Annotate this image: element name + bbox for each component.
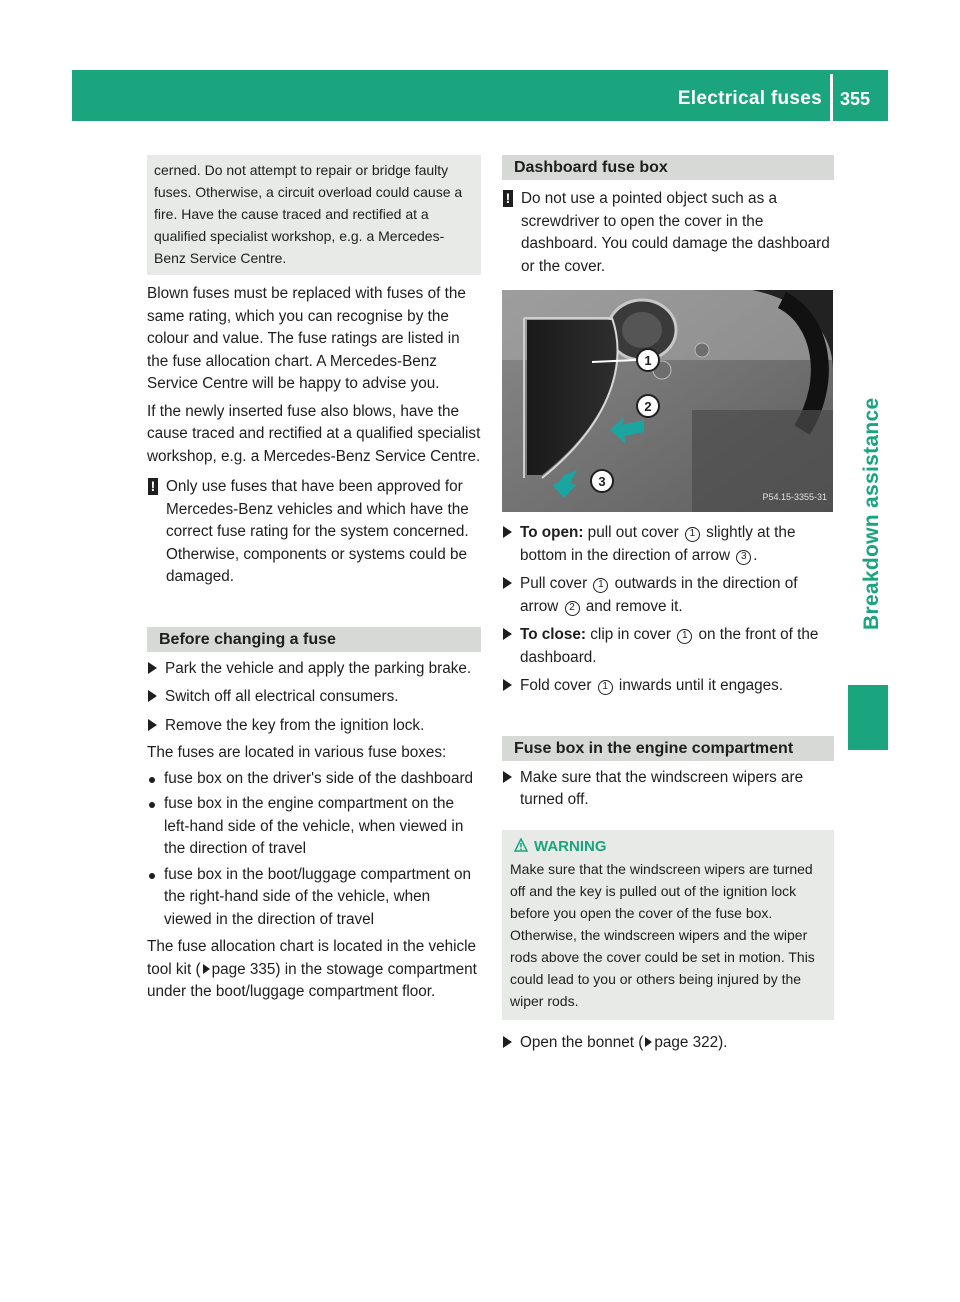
step-arrow-icon — [503, 771, 512, 783]
continued-notice-box: cerned. Do not attempt to repair or bridge faulty fuses. Otherwise, a circuit overload could cause a fire. Have the cause traced and rectified at a qualified specialist workshop, e.g. a Mercedes-Benz Service Centre. — [147, 155, 481, 275]
callout-number: 1 — [598, 680, 613, 695]
page-reference-link[interactable]: page 335 — [211, 960, 276, 978]
paragraph: If the newly inserted fuse also blows, have the cause traced and rectified at a qualified specialist workshop, e.g. a Mercedes-Benz Service Centre. — [147, 402, 481, 465]
warning-heading: WARNING — [510, 836, 826, 858]
warning-text: Make sure that the windscreen wipers are turned off and the key is pulled out of the ignition lock before you open the cover of the fuse box. Otherwise, the windscreen wipers and the wiper rods above the cover could be set in motion. This could lead to you or others being injured by the wiper rods. — [510, 860, 815, 1009]
chapter-tab-marker — [848, 685, 888, 750]
bullet-icon — [149, 777, 155, 783]
step-arrow-icon — [148, 662, 157, 674]
header-divider — [830, 74, 833, 121]
callout-number: 1 — [593, 578, 608, 593]
notice — [147, 476, 481, 589]
callout-3: 3 — [598, 474, 606, 489]
instruction-step: Remove the key from the ignition lock. — [147, 715, 481, 738]
instruction-step: To open: pull out cover 1 slightly at the bottom in the direction of arrow 3 . — [502, 522, 834, 567]
callout-1: 1 — [644, 353, 652, 368]
notice — [502, 188, 834, 278]
section-heading: Fuse box in the engine compartment — [502, 736, 834, 761]
exclamation-icon: ! — [503, 190, 513, 207]
image-reference-code: P54.15-3355-31 — [762, 491, 827, 502]
bullet-icon — [149, 802, 155, 808]
step-arrow-icon — [503, 577, 512, 589]
step-arrow-icon — [503, 1036, 512, 1048]
instruction-step: Park the vehicle and apply the parking brake. — [147, 658, 481, 681]
list-item: fuse box in the boot/luggage compartment on the right-hand side of the vehicle, when viewed in the direction of travel — [147, 864, 481, 932]
instruction-step: Make sure that the windscreen wipers are turned off. — [502, 767, 834, 812]
instruction-step: To close: clip in cover 1 on the front of the dashboard. — [502, 624, 834, 669]
page-reference-icon — [203, 964, 210, 974]
dashboard-fuse-box-photo — [502, 290, 833, 512]
chapter-tab-label: Breakdown assistance — [860, 397, 883, 630]
page-reference-link[interactable]: page 322 — [654, 1033, 719, 1051]
step-arrow-icon — [148, 719, 157, 731]
exclamation-icon: ! — [148, 478, 158, 495]
step-arrow-icon — [503, 679, 512, 691]
callout-2: 2 — [644, 399, 652, 414]
paragraph: The fuses are located in various fuse boxes: — [147, 744, 447, 761]
section-heading: Before changing a fuse — [147, 627, 481, 652]
instruction-step: Switch off all electrical consumers. — [147, 686, 481, 709]
dashboard-illustration — [502, 290, 833, 512]
warning-triangle-icon — [514, 838, 528, 852]
bullet-icon — [149, 873, 155, 879]
notice-text: Only use fuses that have been approved for Mercedes-Benz vehicles and which have the correct fuse rating for the system concerned. Otherwise, components or systems could be damaged. — [166, 478, 469, 585]
list-item: fuse box on the driver's side of the dashboard — [147, 768, 481, 791]
instruction-step: Pull cover 1 outwards in the direction of arrow 2 and remove it. — [502, 573, 834, 618]
paragraph: The fuse allocation chart is located in the vehicle tool kit ( page 335) in the stowage compartment under the boot/luggage compartment floor. — [147, 938, 477, 1000]
page-reference-icon — [645, 1037, 652, 1047]
page-title: Electrical fuses — [677, 88, 822, 109]
section-heading: Dashboard fuse box — [502, 155, 834, 180]
callout-number: 1 — [677, 629, 692, 644]
left-column — [147, 155, 481, 1004]
callout-number: 3 — [736, 550, 751, 565]
step-arrow-icon — [503, 628, 512, 640]
callout-number: 1 — [685, 527, 700, 542]
step-arrow-icon — [148, 690, 157, 702]
instruction-step: Fold cover 1 inwards until it engages. — [502, 675, 834, 698]
paragraph: Blown fuses must be replaced with fuses of the same rating, which you can recognise by the colour and value. The fuse ratings are listed in the fuse allocation chart. A Mercedes-Benz Service Centre will be happy to advise you. — [147, 285, 466, 392]
notice-text: Do not use a pointed object such as a screwdriver to open the cover in the dashboard. You could damage the dashboard or the cover. — [521, 190, 830, 275]
warning-box — [502, 830, 834, 1020]
step-arrow-icon — [503, 526, 512, 538]
list-item: fuse box in the engine compartment on the left-hand side of the vehicle, when viewed in the direction of travel — [147, 793, 481, 861]
instruction-step: Open the bonnet ( page 322). — [502, 1032, 834, 1055]
page-number: 355 — [840, 89, 871, 109]
callout-number: 2 — [565, 601, 580, 616]
right-column — [502, 155, 834, 1054]
